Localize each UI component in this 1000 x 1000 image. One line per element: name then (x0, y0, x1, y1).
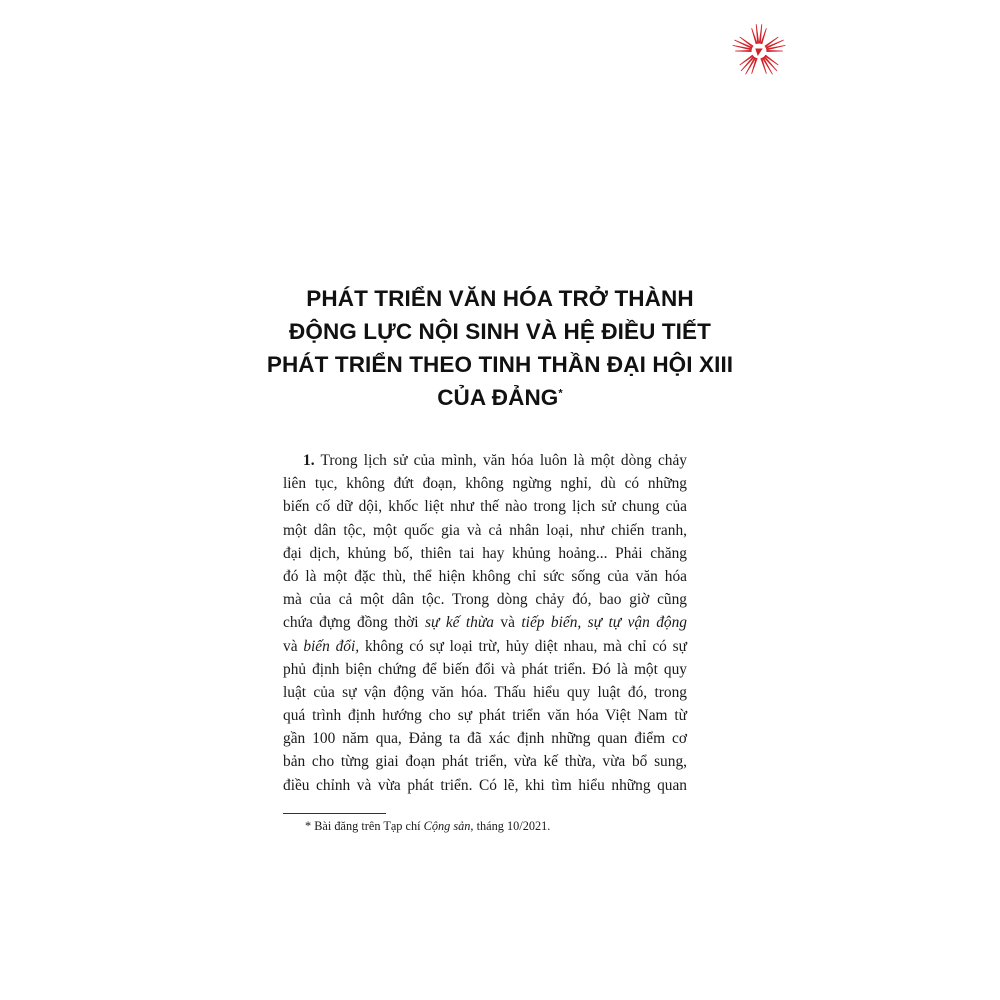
body-line-2: liên tục, không đứt đoạn, không ngừng nghỉ, dù có những (283, 475, 687, 493)
title-line-4-text: CỦA ĐẢNG (437, 385, 559, 410)
body-line-6: đó là một đặc thù, thể hiện không chỉ sức sống của văn hóa (283, 567, 687, 585)
footnote-prefix: * Bài đăng trên Tạp chí (305, 819, 421, 833)
body-line-12: quá trình định hướng cho sự phát triển văn hóa Việt Nam từ (283, 707, 687, 725)
body-line-4: một dân tộc, một quốc gia và cả nhân loại, như chiến tranh, (283, 521, 687, 539)
emblem-ray (766, 50, 782, 52)
title-line-3: PHÁT TRIỂN THEO TINH THẦN ĐẠI HỘI XIII (266, 352, 734, 377)
body-line-7: mà của cả một dân tộc. Trong dòng chảy đó, bao giờ cũng (283, 591, 687, 609)
footnote (305, 818, 550, 834)
body-line-14: bản cho từng giai đoạn phát triển, vừa kế thừa, vừa bổ sung, (283, 753, 687, 771)
body-paragraph (283, 449, 687, 797)
body-line-3: biến cố dữ dội, khốc liệt như thế nào trong lịch sử chung của (283, 498, 687, 516)
body-line-15: điều chỉnh và vừa phát triển. Có lẽ, khi tìm hiểu những quan (283, 776, 687, 794)
body-line-13: gần 100 năm qua, Đảng ta đã xác định những quan điểm cơ (283, 730, 687, 748)
title-line-2: ĐỘNG LỰC NỘI SINH VÀ HỆ ĐIỀU TIẾT (289, 319, 711, 344)
chapter-title (250, 282, 750, 414)
footnote-journal: Cộng sản, (423, 819, 474, 833)
body-line-8 (283, 611, 687, 634)
body-line-5: đại dịch, khủng bố, thiên tai hay khủng hoảng... Phải chăng (283, 544, 687, 562)
body-line-1-text: Trong lịch sử của mình, văn hóa luôn là một dòng chảy (320, 452, 687, 469)
body-line-8-a: chứa đựng đồng thời (283, 614, 419, 632)
emblem-ray (735, 50, 751, 52)
title-line-4 (250, 381, 750, 414)
title-footnote-mark: * (558, 387, 563, 400)
body-line-8-c: và (500, 614, 515, 632)
body-line-11: luật của sự vận động văn hóa. Thấu hiểu quy luật đó, trong (283, 683, 687, 701)
title-line-1: PHÁT TRIỂN VĂN HÓA TRỞ THÀNH (306, 286, 694, 311)
star-emblem-icon (728, 20, 790, 82)
body-line-9-a: và (283, 637, 298, 655)
body-line-1 (283, 449, 687, 472)
paragraph-number: 1. (303, 452, 315, 469)
body-line-9 (283, 635, 687, 658)
footnote-suffix: tháng 10/2021. (476, 819, 551, 833)
body-line-8-italic-1: sự kế thừa (425, 614, 494, 632)
footnote-divider (283, 813, 386, 814)
body-line-10: phủ định biện chứng để biến đổi và phát triển. Đó là một quy (283, 660, 687, 678)
body-line-8-italic-2: tiếp biến, sự tự vận động (521, 614, 687, 632)
body-line-9-c: không có sự loại trừ, hủy diệt nhau, mà chỉ có sự (364, 637, 687, 655)
body-line-9-italic: biến đổi, (303, 637, 360, 655)
